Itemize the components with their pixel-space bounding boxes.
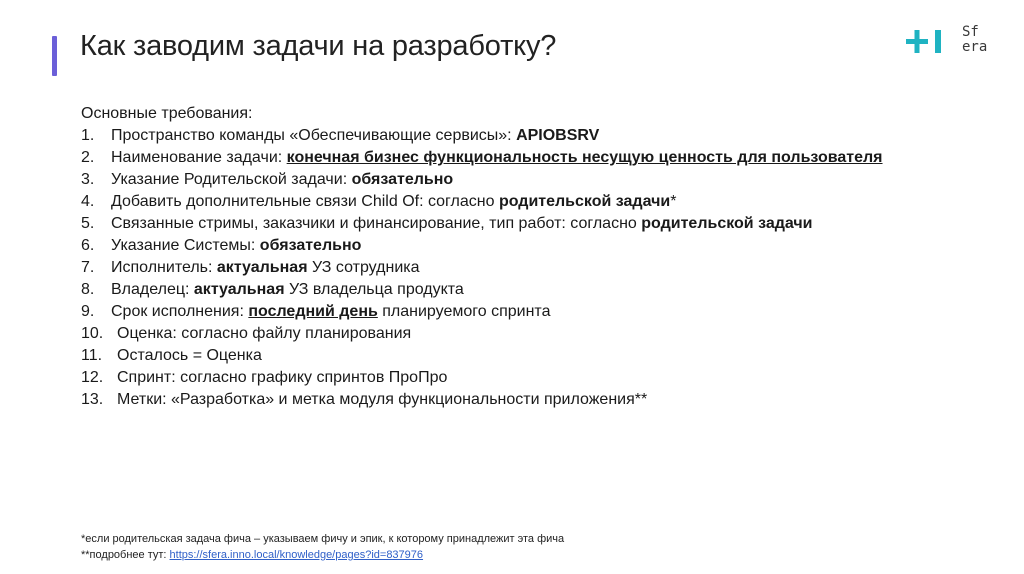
requirement-item: [81, 279, 941, 301]
requirement-item: [81, 257, 941, 279]
requirement-emphasis: актуальная: [193, 281, 285, 298]
sfera-logo-wordmark: [962, 25, 987, 55]
requirement-emphasis: обязательно: [259, 237, 362, 254]
requirement-number: 11.: [81, 347, 103, 364]
logo-text-line-2: era: [962, 39, 988, 55]
requirement-text-part: Оценка: согласно файлу планирования: [117, 325, 412, 342]
requirement-emphasis: обязательно: [351, 171, 454, 188]
requirement-item: [81, 191, 941, 213]
requirement-text: [117, 345, 941, 367]
requirement-text: [111, 191, 941, 213]
requirement-text-part: Указание Родительской задачи:: [111, 171, 352, 188]
logo-plus-vertical: [915, 30, 920, 53]
requirement-text-part: УЗ сотрудника: [307, 259, 420, 276]
requirement-text-part: Связанные стримы, заказчики и финансирование, тип работ: согласно: [111, 215, 642, 232]
requirement-emphasis: родительской задачи: [641, 215, 813, 232]
title-accent-bar: [52, 36, 57, 76]
requirement-text: [111, 257, 941, 279]
requirement-emphasis: родительской задачи: [498, 193, 671, 210]
requirement-item: [81, 213, 941, 235]
slide-title: Как заводим задачи на разработку?: [80, 30, 557, 62]
requirement-text-part: *: [670, 193, 677, 210]
requirement-text-part: Срок исполнения:: [111, 303, 249, 320]
requirement-text: [111, 279, 941, 301]
requirement-text-part: УЗ владельца продукта: [284, 281, 464, 298]
requirement-text-part: Пространство команды «Обеспечивающие сервисы»:: [111, 127, 517, 144]
requirement-text-part: Исполнитель:: [111, 259, 217, 276]
requirement-item: [81, 235, 941, 257]
requirement-item: [81, 169, 941, 191]
requirement-text-part: Осталось = Оценка: [117, 347, 262, 364]
requirements-heading: Основные требования:: [81, 105, 253, 122]
requirements-block: [81, 103, 941, 411]
requirement-text-part: Добавить дополнительные связи Child Of: согласно: [111, 193, 499, 210]
footnotes: [81, 531, 564, 563]
requirement-text-part: Владелец:: [111, 281, 194, 298]
requirement-text-part: Указание Системы:: [111, 237, 260, 254]
requirement-number: 10.: [81, 325, 104, 342]
requirement-item: [81, 367, 941, 389]
requirement-number: 12.: [81, 369, 104, 386]
requirement-emphasis: последний день: [248, 303, 378, 320]
requirement-text: [111, 125, 941, 147]
requirement-number: 2.: [81, 149, 95, 166]
requirement-number: 3.: [81, 171, 95, 188]
requirement-text: [117, 367, 941, 389]
requirement-text: [111, 301, 941, 323]
requirement-number: 4.: [81, 193, 95, 210]
requirement-text: [117, 323, 941, 345]
requirement-number: 6.: [81, 237, 95, 254]
requirement-emphasis: APIOBSRV: [516, 127, 600, 144]
requirement-text: [111, 235, 941, 257]
requirement-item: [81, 125, 941, 147]
requirement-text: [111, 169, 941, 191]
requirement-number: 13.: [81, 391, 104, 408]
requirement-item: [81, 323, 941, 345]
requirement-item: [81, 345, 941, 367]
requirement-item: [81, 147, 941, 169]
requirement-item: [81, 389, 941, 411]
requirement-emphasis: актуальная: [216, 259, 308, 276]
logo-text-line-1: Sf: [962, 24, 979, 40]
footnote-2: [81, 547, 564, 563]
requirement-text-part: Спринт: согласно графику спринтов ПроПро: [117, 369, 448, 386]
requirement-text-part: Метки: «Разработка» и метка модуля функциональности приложения**: [117, 391, 648, 408]
requirement-text-part: Наименование задачи:: [111, 149, 287, 166]
logo-bar: [935, 30, 941, 53]
requirement-text: [117, 389, 941, 411]
footnote-1: *если родительская задача фича – указываем фичу и эпик, к которому принадлежит эта фича: [81, 533, 565, 545]
footnote-2-prefix: **подробнее тут:: [81, 549, 170, 561]
requirement-number: 9.: [81, 303, 95, 320]
requirement-text-part: планируемого спринта: [377, 303, 551, 320]
requirement-number: 5.: [81, 215, 95, 232]
requirement-text: [111, 147, 941, 169]
requirement-number: 7.: [81, 259, 95, 276]
knowledge-base-link[interactable]: https://sfera.inno.local/knowledge/pages?id=837976: [169, 549, 424, 561]
requirement-emphasis: конечная бизнес функциональность несущую ценность для пользователя: [286, 149, 883, 166]
requirement-number: 8.: [81, 281, 95, 298]
requirement-text: [111, 213, 941, 235]
requirements-list: [81, 125, 941, 411]
requirement-number: 1.: [81, 127, 95, 144]
requirement-item: [81, 301, 941, 323]
